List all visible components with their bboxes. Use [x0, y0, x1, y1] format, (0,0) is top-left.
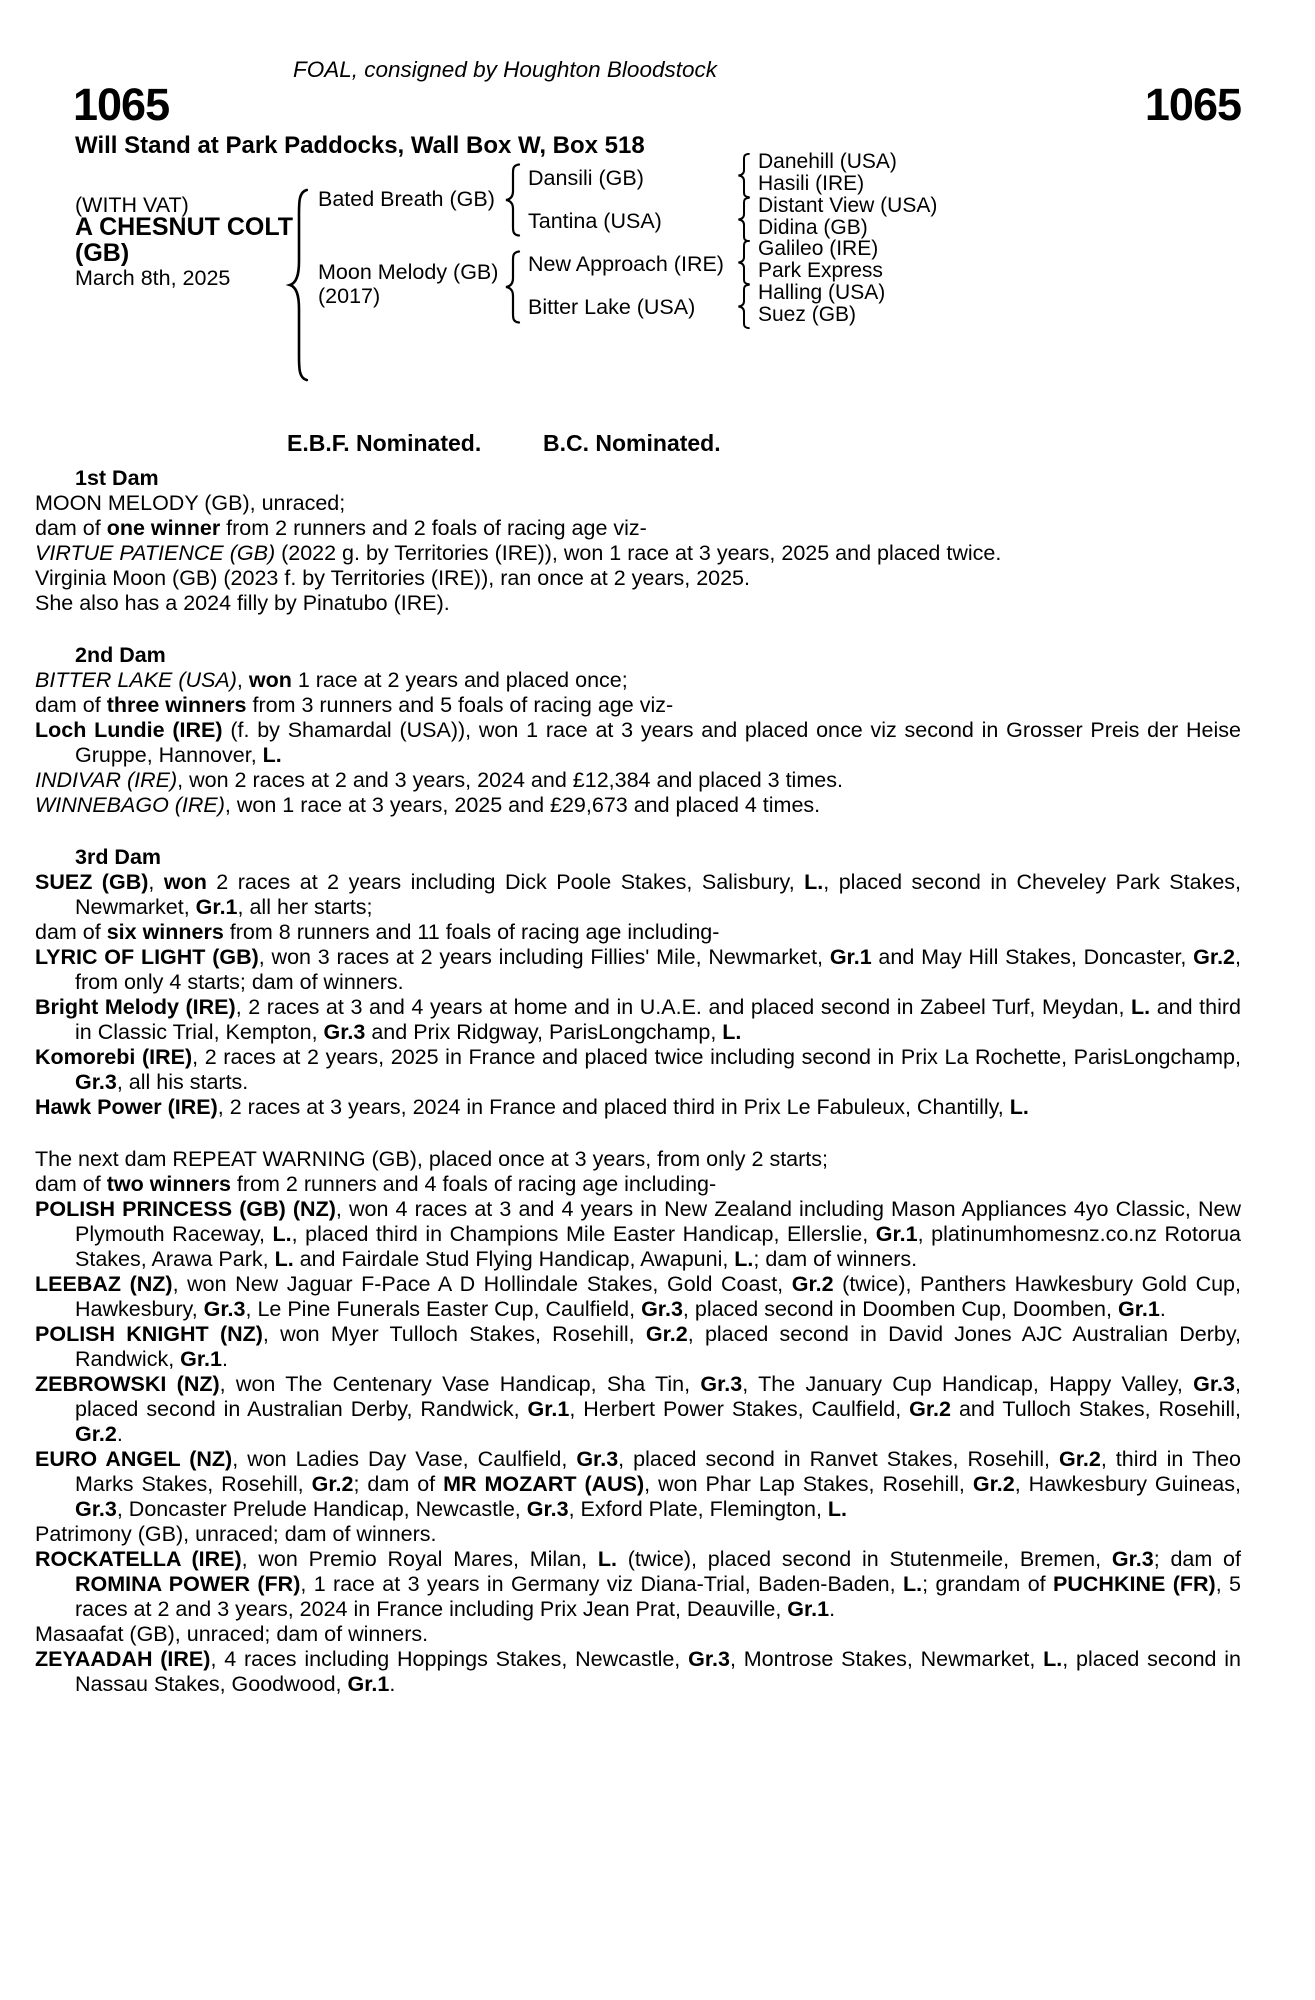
dam-name [318, 260, 498, 308]
second-dam-heading: 2nd Dam [75, 643, 166, 667]
gg-name: Galileo (IRE) [758, 237, 879, 260]
dam-record-line: SUEZ (GB), won 2 races at 2 years including Dick Poole Stakes, Salisbury, L., placed second in Cheveley Park Stakes, Newmarket, Gr.1, all her starts; [35, 870, 1242, 919]
gg-name: Hasili (IRE) [758, 171, 865, 195]
sire-dam-name: Tantina (USA) [528, 209, 662, 233]
great-grandparents-2 [758, 195, 937, 238]
dam-name-line: Moon Melody (GB) [318, 260, 499, 284]
first-dam-heading: 1st Dam [75, 466, 159, 490]
lot-number-left: 1065 [73, 79, 170, 130]
dam-record-line: dam of six winners from 8 runners and 11 foals of racing age including- [35, 920, 720, 944]
bc-nomination: B.C. Nominated. [543, 430, 721, 456]
dam-record-line: dam of one winner from 2 runners and 2 foals of racing age viz- [35, 516, 647, 540]
produce-record [35, 466, 1242, 1697]
vat-note: (WITH VAT) [75, 193, 189, 217]
dam-record-line: dam of three winners from 3 runners and 5 foals of racing age viz- [35, 693, 674, 717]
produce-entry: Komorebi (IRE), 2 races at 2 years, 2025 in France and placed twice including second in Prix La Rochette, ParisLongchamp, Gr.3, all his starts. [35, 1045, 1241, 1094]
dam-dam-brace [736, 284, 752, 329]
horse-name [75, 214, 293, 266]
dam-year: (2017) [318, 284, 381, 308]
produce-entry: Masaafat (GB), unraced; dam of winners. [35, 1622, 429, 1646]
produce-entry: Hawk Power (IRE), 2 races at 3 years, 2024 in France and placed third in Prix Le Fabuleux, Chantilly, L. [35, 1095, 1029, 1119]
dam-record-line: BITTER LAKE (USA), won 1 race at 2 years and placed once; [35, 668, 628, 692]
lot-number-right: 1065 [1144, 79, 1241, 130]
sire-sire-brace [736, 153, 752, 198]
gg-name: Park Express [758, 258, 883, 282]
produce-entry: LYRIC OF LIGHT (GB), won 3 races at 2 years including Fillies' Mile, Newmarket, Gr.1 and May Hill Stakes, Doncaster, Gr.2, from only 4 starts; dam of winners. [35, 945, 1241, 994]
great-grandparents-4 [758, 282, 885, 325]
gg-name: Distant View (USA) [758, 194, 938, 217]
sire-dam-brace [736, 197, 752, 242]
gg-name: Didina (GB) [758, 215, 868, 239]
great-grandparents-1 [758, 151, 897, 194]
great-grandparents-3 [758, 238, 883, 281]
produce-entry: ZEYAADAH (IRE), 4 races including Hoppings Stakes, Newcastle, Gr.3, Montrose Stakes, Newmarket, L., placed second in Nassau Stakes, Goodwood, Gr.1. [35, 1647, 1242, 1696]
produce-entry: ZEBROWSKI (NZ), won The Centenary Vase Handicap, Sha Tin, Gr.3, The January Cup Handicap, Happy Valley, Gr.3, placed second in Australian Derby, Randwick, Gr.1, Herbert Power Stakes, Caulfield, Gr.2 and Tulloch Stakes, Rosehill, Gr.2. [35, 1372, 1241, 1446]
produce-entry: INDIVAR (IRE), won 2 races at 2 and 3 years, 2024 and £12,384 and placed 3 times. [35, 768, 843, 792]
dam-sire-brace [736, 240, 752, 285]
produce-entry: Virginia Moon (GB) (2023 f. by Territories (IRE)), ran once at 2 years, 2025. [35, 566, 750, 590]
gg-name: Halling (USA) [758, 281, 886, 304]
dam-brace [503, 250, 523, 324]
dam-record-line: MOON MELODY (GB), unraced; [35, 491, 346, 515]
produce-entry: POLISH KNIGHT (NZ), won Myer Tulloch Stakes, Rosehill, Gr.2, placed second in David Jones AJC Australian Derby, Randwick, Gr.1. [35, 1322, 1241, 1371]
produce-entry: POLISH PRINCESS (GB) (NZ), won 4 races at 3 and 4 years in New Zealand including Mason Appliances 4yo Classic, New Plymouth Raceway, L., placed third in Champions Mile Easter Handicap, Ellerslie, Gr.1, platinumhomesnz.co.nz Rotorua Stakes, Arawa Park, L. and Fairdale Stud Flying Handicap, Awapuni, L.; dam of winners. [35, 1197, 1242, 1271]
sire-sire-name: Dansili (GB) [528, 166, 644, 190]
produce-entry: VIRTUE PATIENCE (GB) (2022 g. by Territories (IRE)), won 1 race at 3 years, 2025 and placed twice. [35, 541, 1002, 565]
gg-name: Suez (GB) [758, 302, 857, 326]
consignment-header: FOAL, consigned by Houghton Bloodstock [292, 57, 717, 82]
sire-brace [503, 163, 523, 237]
dam-sire-name: New Approach (IRE) [528, 252, 724, 276]
produce-entry: LEEBAZ (NZ), won New Jaguar F-Pace A D Hollindale Stakes, Gold Coast, Gr.2 (twice), Panthers Hawkesbury Gold Cup, Hawkesbury, Gr.3, Le Pine Funerals Easter Cup, Caulfield, Gr.3, placed second in Doomben Cup, Doomben, Gr.1. [35, 1272, 1241, 1321]
pedigree-main-brace [286, 186, 312, 384]
stabling-location-line: Will Stand at Park Paddocks, Wall Box W, Box 518 [75, 132, 645, 159]
horse-name-line2: (GB) [75, 239, 130, 267]
produce-entry: Patrimony (GB), unraced; dam of winners. [35, 1522, 437, 1546]
next-dam-line: The next dam REPEAT WARNING (GB), placed once at 3 years, from only 2 starts; [35, 1147, 828, 1171]
produce-entry: WINNEBAGO (IRE), won 1 race at 3 years, 2025 and £29,673 and placed 4 times. [35, 793, 821, 817]
foaling-date: March 8th, 2025 [75, 266, 231, 290]
produce-entry: Loch Lundie (IRE) (f. by Shamardal (USA)), won 1 race at 3 years and placed once viz second in Grosser Preis der Heise Gruppe, Hannover, L. [35, 718, 1241, 767]
third-dam-heading: 3rd Dam [75, 845, 162, 869]
sire-name: Bated Breath (GB) [318, 187, 495, 211]
produce-entry: Bright Melody (IRE), 2 races at 3 and 4 years at home and in U.A.E. and placed second in Zabeel Turf, Meydan, L. and third in Classic Trial, Kempton, Gr.3 and Prix Ridgway, ParisLongchamp, L. [35, 995, 1241, 1044]
horse-name-line1: A CHESNUT COLT [75, 213, 294, 241]
dam-record-line: She also has a 2024 filly by Pinatubo (IRE). [35, 591, 450, 615]
dam-dam-name: Bitter Lake (USA) [528, 295, 696, 319]
dam-record-line: dam of two winners from 2 runners and 4 foals of racing age including- [35, 1172, 717, 1196]
ebf-nomination: E.B.F. Nominated. [287, 430, 482, 456]
gg-name: Danehill (USA) [758, 150, 897, 173]
produce-entry: ROCKATELLA (IRE), won Premio Royal Mares, Milan, L. (twice), placed second in Stutenmeile, Bremen, Gr.3; dam of ROMINA POWER (FR), 1 race at 3 years in Germany viz Diana-Trial, Baden-Baden, L.; grandam of PUCHKINE (FR), 5 races at 2 and 3 years, 2024 in France including Prix Jean Prat, Deauville, Gr.1. [35, 1547, 1242, 1621]
produce-entry: EURO ANGEL (NZ), won Ladies Day Vase, Caulfield, Gr.3, placed second in Ranvet Stakes, Rosehill, Gr.2, third in Theo Marks Stakes, Rosehill, Gr.2; dam of MR MOZART (AUS), won Phar Lap Stakes, Rosehill, Gr.2, Hawkesbury Guineas, Gr.3, Doncaster Prelude Handicap, Newcastle, Gr.3, Exford Plate, Flemington, L. [35, 1447, 1242, 1521]
